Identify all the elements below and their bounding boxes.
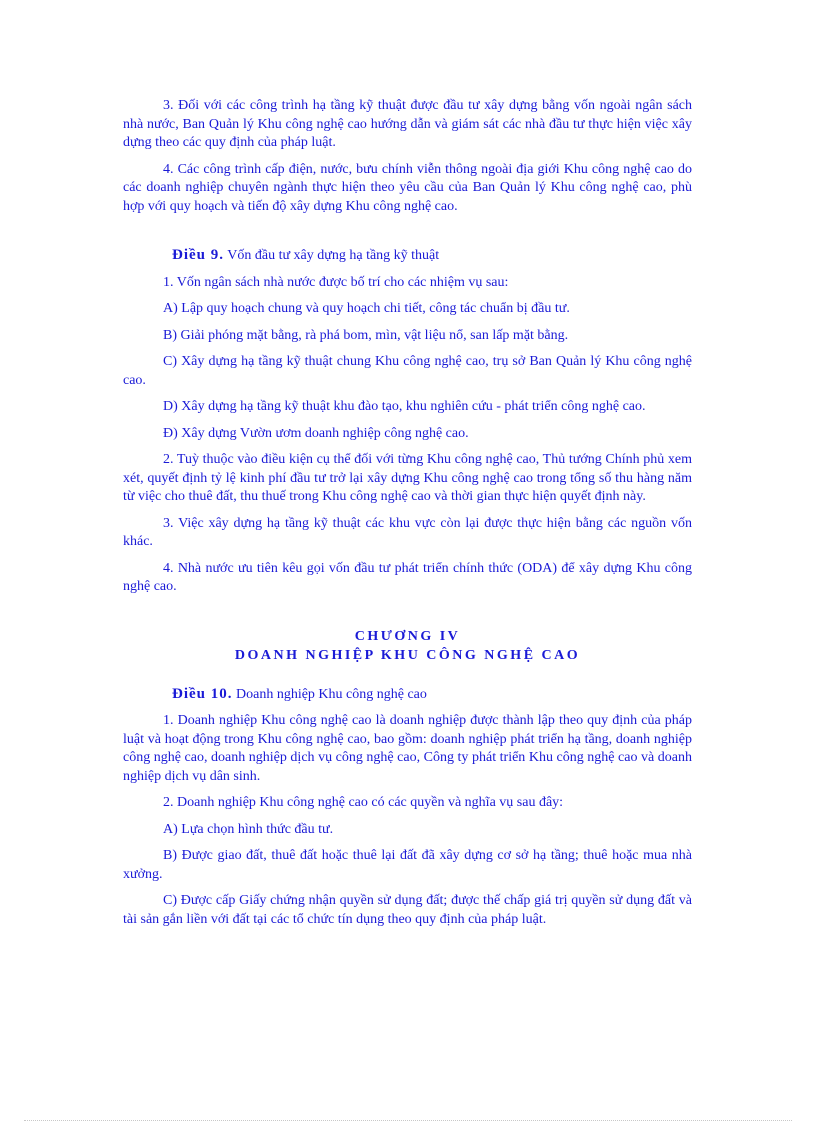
article-9-paragraph: D) Xây dựng hạ tầng kỹ thuật khu đào tạo, khu nghiên cứu - phát triển công nghệ cao. <box>163 399 646 414</box>
article-10-title: Doanh nghiệp Khu công nghệ cao <box>236 686 427 702</box>
article-9-number: Điều 9. <box>172 247 224 263</box>
article-9-paragraph: 2. Tuỳ thuộc vào điều kiện cụ thể đối với từng Khu công nghệ cao, Thủ tướng Chính phủ xem xét, quyết định tỷ lệ kinh phí đầu tư trở lại xây dựng Khu công nghệ cao trong tổng số thu hàng năm từ việc cho thuê đất, thu thuế trong Khu công nghệ cao và thời gian thực hiện quyết định này. <box>123 452 692 504</box>
paragraph-3-infrastructure-nonstate: 3. Đối với các công trình hạ tầng kỹ thuật được đầu tư xây dựng bằng vốn ngoài ngân sách nhà nước, Ban Quản lý Khu công nghệ cao hướng dẫn và giám sát các nhà đầu tư thực hiện việc xây dựng theo các quy định của pháp luật. <box>123 98 692 150</box>
article-9-paragraph: 3. Việc xây dựng hạ tầng kỹ thuật các khu vực còn lại được thực hiện bằng các nguồn vốn khác. <box>123 515 692 549</box>
article-10-heading <box>123 685 692 705</box>
chapter-number: CHƯƠNG IV <box>354 628 461 644</box>
paragraph-4-utilities: 4. Các công trình cấp điện, nước, bưu chính viễn thông ngoài địa giới Khu công nghệ cao do các doanh nghiệp chuyên ngành thực hiện theo yêu cầu của Ban Quản lý Khu công nghệ cao, phù hợp với quy hoạch và tiến độ xây dựng Khu công nghệ cao. <box>123 161 692 214</box>
article-9-heading <box>123 246 692 266</box>
article-9-paragraph: B) Giải phóng mặt bằng, rà phá bom, mìn, vật liệu nổ, san lấp mặt bằng. <box>163 327 569 343</box>
article-10-paragraph: 1. Doanh nghiệp Khu công nghệ cao là doanh nghiệp được thành lập theo quy định của pháp luật và hoạt động trong Khu công nghệ cao, bao gồm: doanh nghiệp phát triển hạ tầng, doanh nghiệp công nghệ cao, doanh nghiệp dịch vụ công nghệ cao, Công ty phát triển Khu công nghệ cao và doanh nghiệp dịch vụ dân sinh. <box>123 713 692 784</box>
article-9-paragraph: Đ) Xây dựng Vườn ươm doanh nghiệp công nghệ cao. <box>163 425 469 441</box>
article-10-number: Điều 10. <box>172 685 233 702</box>
article-9-title: Vốn đầu tư xây dựng hạ tầng kỹ thuật <box>227 248 440 263</box>
article-9-paragraph: 1. Vốn ngân sách nhà nước được bố trí cho các nhiệm vụ sau: <box>163 274 509 290</box>
article-9-paragraph: C) Xây dựng hạ tầng kỹ thuật chung Khu công nghệ cao, trụ sở Ban Quản lý Khu công nghệ cao. <box>123 354 692 388</box>
page-bottom-divider <box>24 1120 792 1121</box>
article-9-paragraph: 4. Nhà nước ưu tiên kêu gọi vốn đầu tư phát triển chính thức (ODA) để xây dựng Khu công nghệ cao. <box>123 560 692 594</box>
article-10-paragraph: B) Được giao đất, thuê đất hoặc thuê lại đất đã xây dựng cơ sở hạ tầng; thuê hoặc mua nhà xưởng. <box>123 848 692 882</box>
article-10-paragraph: 2. Doanh nghiệp Khu công nghệ cao có các quyền và nghĩa vụ sau đây: <box>163 795 564 810</box>
article-10-paragraph: C) Được cấp Giấy chứng nhận quyền sử dụng đất; được thế chấp giá trị quyền sử dụng đất và tài sản gắn liền với đất tại các tổ chức tín dụng theo quy định của pháp luật. <box>123 893 692 927</box>
article-10-paragraph: A) Lựa chọn hình thức đầu tư. <box>163 821 334 837</box>
document-page <box>123 97 692 929</box>
chapter-heading <box>123 627 692 665</box>
article-9-paragraph: A) Lập quy hoạch chung và quy hoạch chi tiết, công tác chuẩn bị đầu tư. <box>163 301 570 316</box>
chapter-title: DOANH NGHIỆP KHU CÔNG NGHỆ CAO <box>234 647 581 663</box>
